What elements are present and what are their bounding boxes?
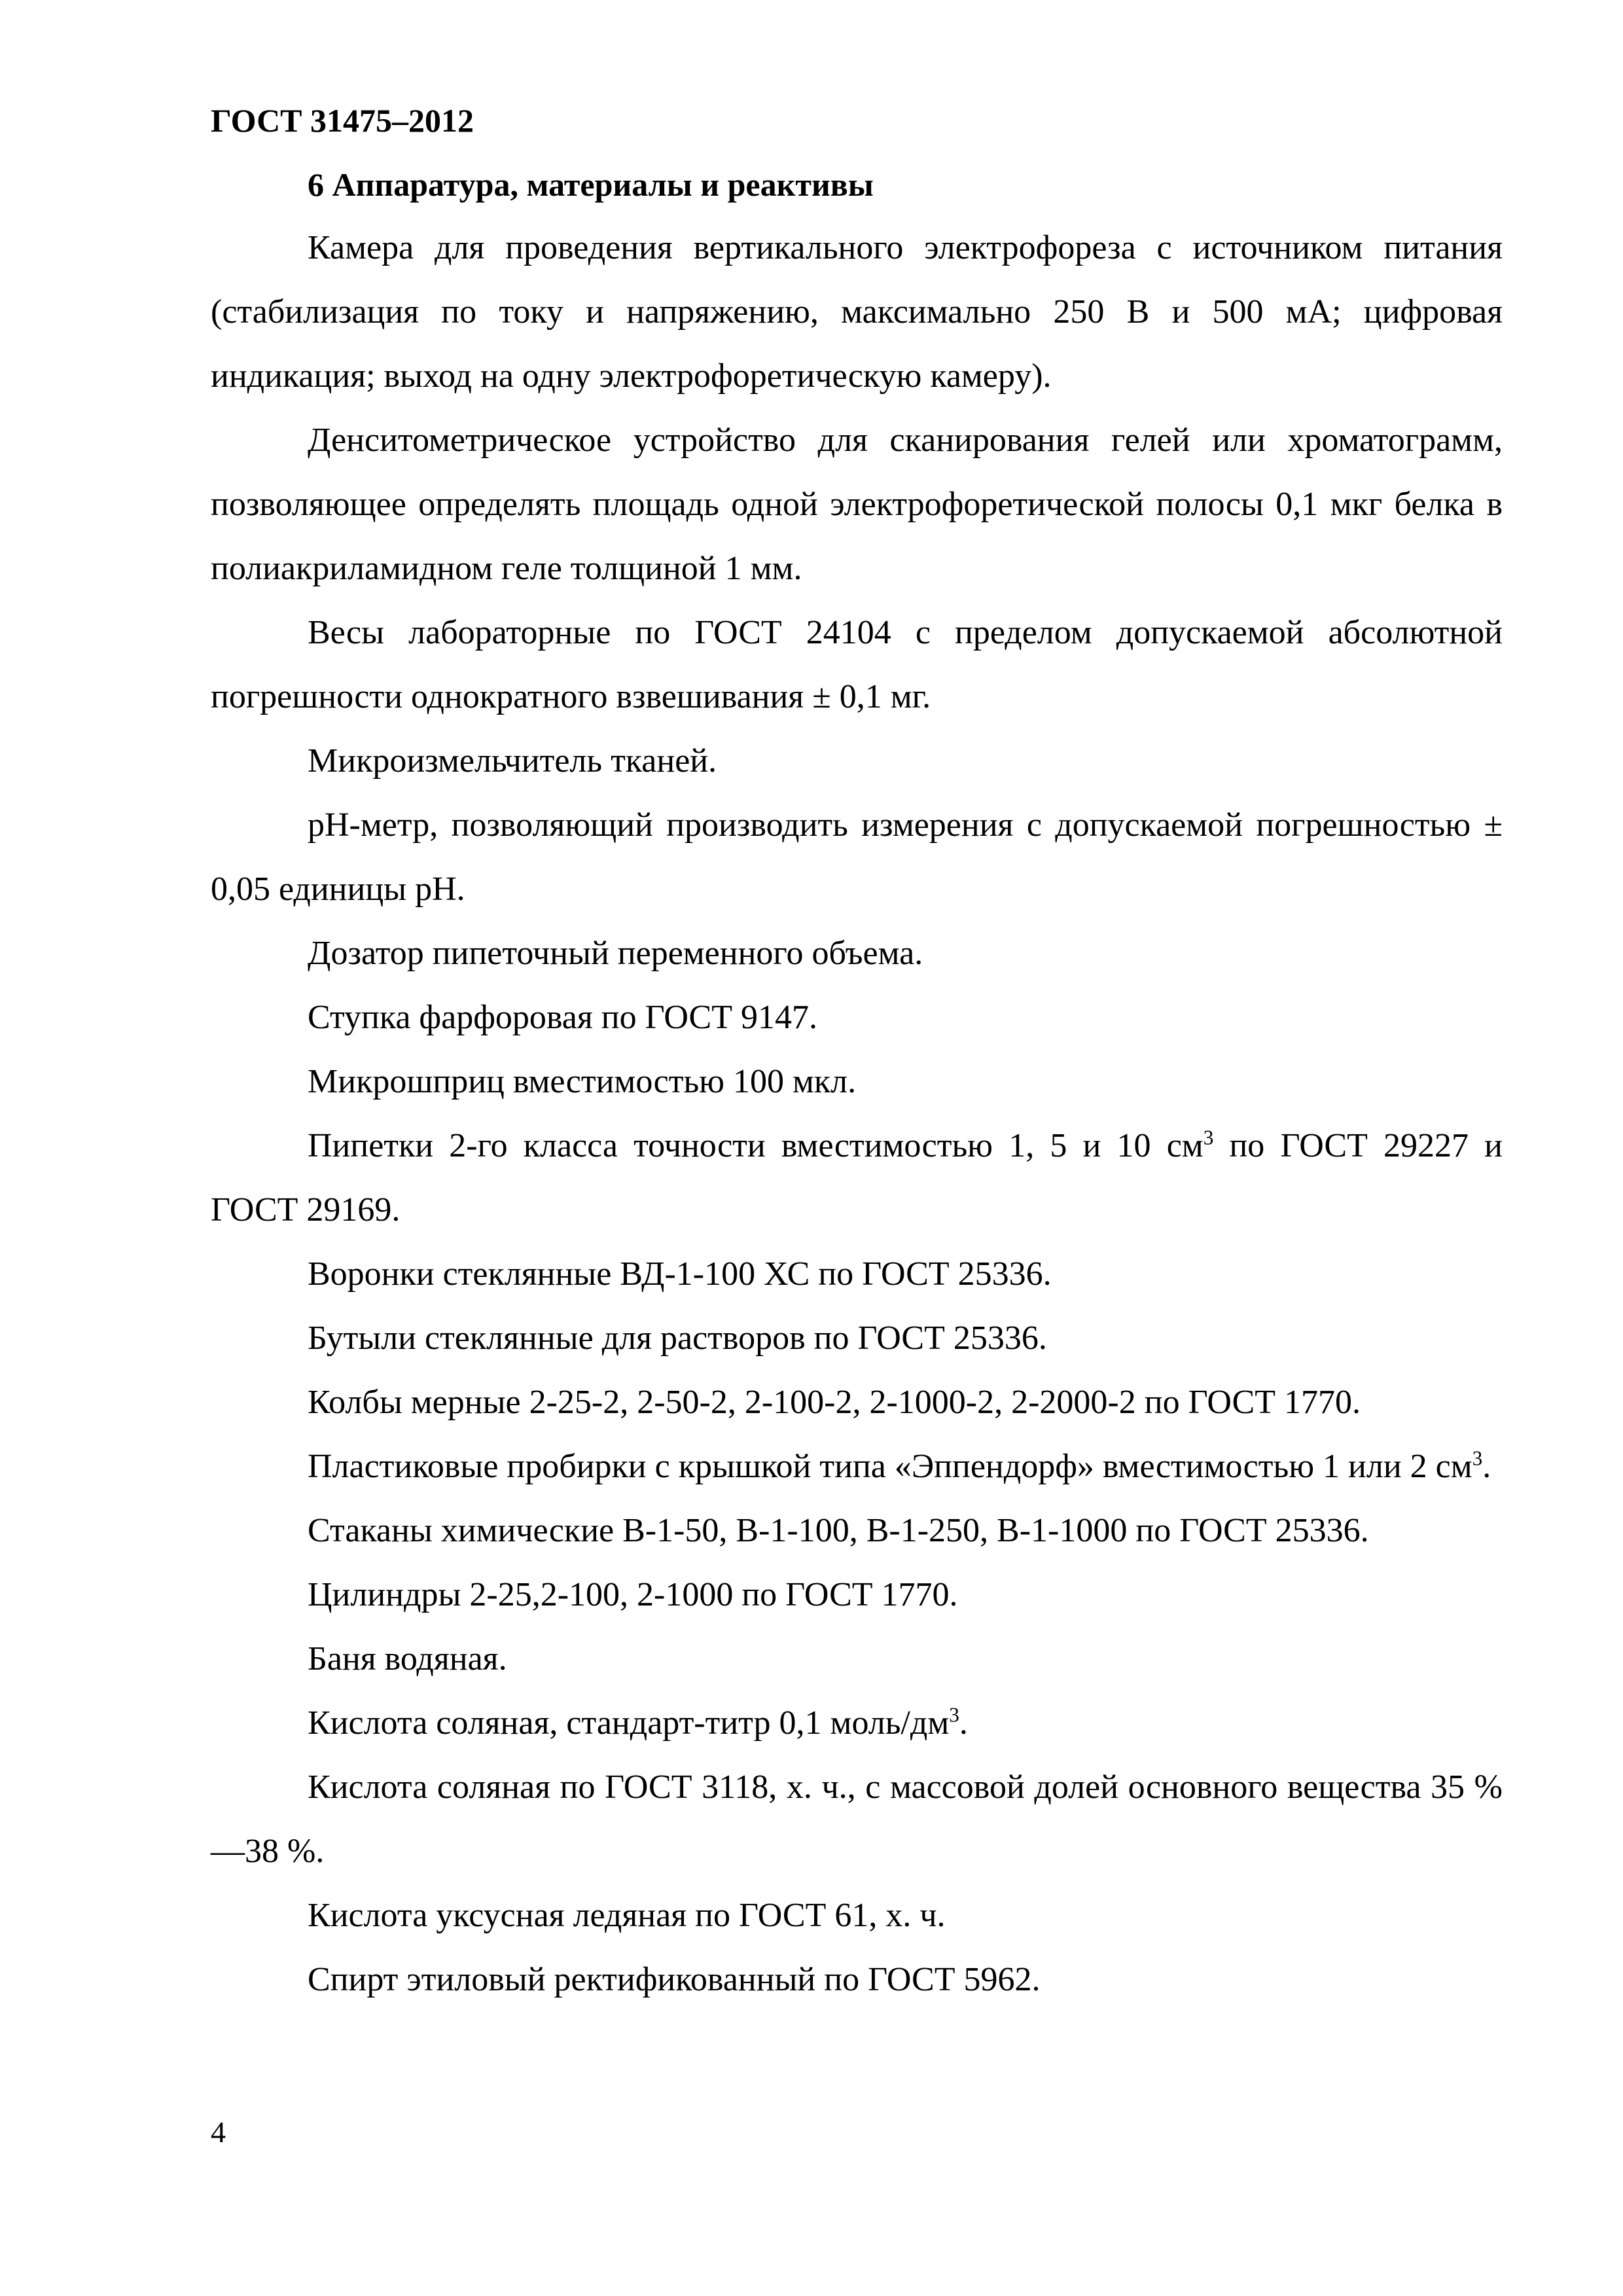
paragraph-hcl-gost: Кислота соляная по ГОСТ 3118, х. ч., с массовой долей основного вещества 35 %—38 %. xyxy=(211,1768,1503,1870)
section-title: 6 Аппаратура, материалы и реактивы xyxy=(308,166,874,203)
paragraph-densitometer: Денситометрическое устройство для сканирования гелей или хроматограмм, позволяющее определять площадь одной электрофоретической полосы 0,1 мкг белка в полиакриламидном геле толщиной 1 мм. xyxy=(211,422,1503,587)
paragraph-tissue-grinder: Микроизмельчитель тканей. xyxy=(308,742,717,780)
paragraph-volumetric-flasks: Колбы мерные 2-25-2, 2-50-2, 2-100-2, 2-1000-2, 2-2000-2 по ГОСТ 1770. xyxy=(308,1384,1361,1421)
paragraph-porcelain-mortar: Ступка фарфоровая по ГОСТ 9147. xyxy=(308,999,817,1036)
paragraph-acetic-acid: Кислота уксусная ледяная по ГОСТ 61, х. ч. xyxy=(308,1897,946,1934)
paragraph-eppendorf-tubes xyxy=(211,1435,1503,1499)
pipettes-text: Пипетки 2-го класса точности вместимостью 1, 5 и 10 см xyxy=(308,1127,1204,1164)
section-body xyxy=(211,216,1503,2012)
hcl-titre-period: . xyxy=(959,1704,968,1742)
paragraph-cylinders: Цилиндры 2-25,2-100, 2-1000 по ГОСТ 1770. xyxy=(308,1576,958,1613)
eppendorf-text: Пластиковые пробирки с крышкой типа «Эппендорф» вместимостью 1 или 2 см xyxy=(308,1448,1472,1485)
eppendorf-period: . xyxy=(1482,1448,1491,1485)
paragraph-water-bath: Баня водяная. xyxy=(308,1640,507,1677)
paragraph-beakers: Стаканы химические В-1-50, В-1-100, В-1-250, В-1-1000 по ГОСТ 25336. xyxy=(308,1512,1369,1549)
paragraph-hcl-standard-titre xyxy=(211,1691,1503,1755)
eppendorf-superscript: 3 xyxy=(1472,1446,1483,1470)
paragraph-glass-funnels: Воронки стеклянные ВД-1-100 ХС по ГОСТ 25336. xyxy=(308,1255,1052,1293)
page-number: 4 xyxy=(211,2115,226,2149)
pipettes-standard-refs: по ГОСТ 29227 и ГОСТ 29169. xyxy=(211,1127,1503,1229)
hcl-titre-superscript: 3 xyxy=(949,1703,959,1727)
hcl-titre-text: Кислота соляная, стандарт-титр 0,1 моль/дм xyxy=(308,1704,950,1742)
pipettes-superscript: 3 xyxy=(1203,1126,1214,1149)
document-code-header: ГОСТ 31475–2012 xyxy=(211,102,474,139)
paragraph-electrophoresis-chamber: Камера для проведения вертикального электрофореза с источником питания (стабилизация по току и напряжению, максимально 250 В и 500 мА; цифровая индикация; выход на одну электрофоретическую камеру). xyxy=(211,229,1503,395)
paragraph-ph-meter: рН-метр, позволяющий производить измерения с допускаемой погрешностью ± 0,05 единицы рН. xyxy=(211,806,1503,908)
paragraph-pipette-dispenser: Дозатор пипеточный переменного объема. xyxy=(308,935,923,972)
paragraph-glass-bottles: Бутыли стеклянные для растворов по ГОСТ 25336. xyxy=(308,1319,1047,1357)
paragraph-pipettes xyxy=(211,1114,1503,1242)
paragraph-ethyl-alcohol: Спирт этиловый ректификованный по ГОСТ 5962. xyxy=(308,1961,1041,1998)
paragraph-lab-scales: Весы лабораторные по ГОСТ 24104 с пределом допускаемой абсолютной погрешности однократного взвешивания ± 0,1 мг. xyxy=(211,614,1503,715)
paragraph-microsyringe: Микрошприц вместимостью 100 мкл. xyxy=(308,1063,857,1100)
